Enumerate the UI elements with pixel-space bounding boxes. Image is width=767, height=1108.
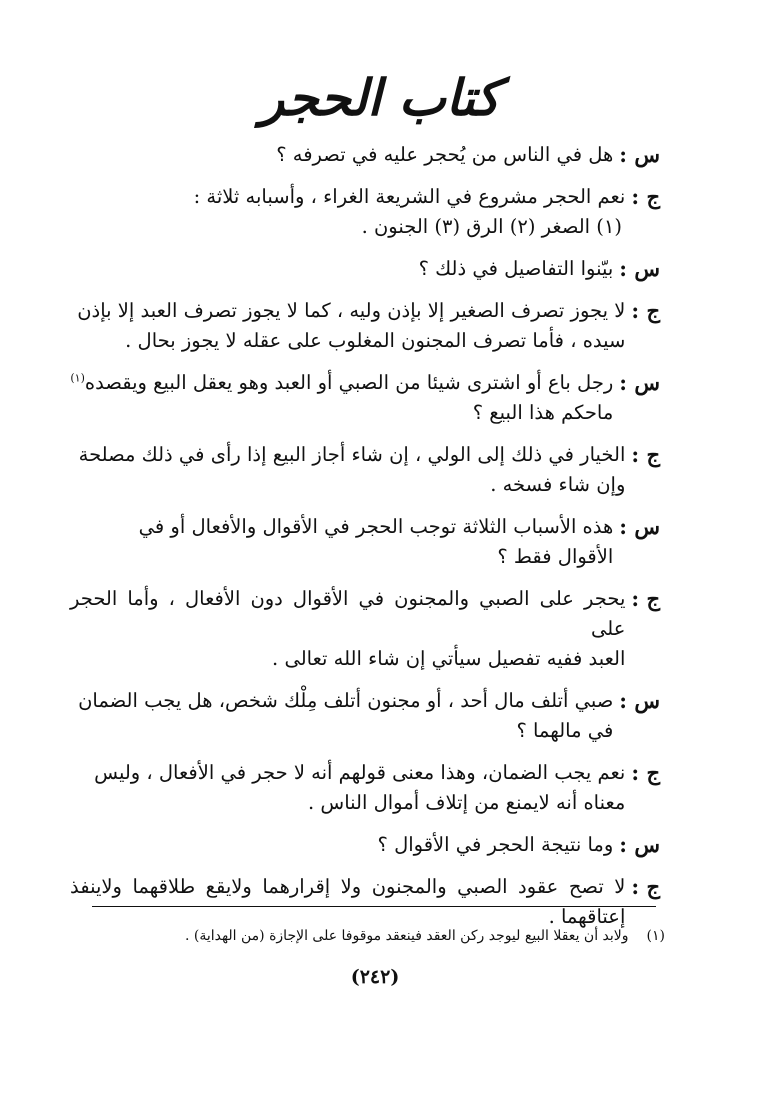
answer-marker: ج : (631, 298, 660, 323)
entry-line: في مالهما ؟ (516, 719, 614, 742)
answer-marker: ج : (631, 184, 660, 209)
qa-body (70, 140, 660, 944)
answer-marker: ج : (631, 442, 660, 467)
qa-entry (70, 254, 660, 284)
qa-entry (70, 584, 660, 674)
question-marker: س : (619, 142, 660, 167)
qa-entry (70, 182, 660, 242)
question-marker: س : (619, 370, 660, 395)
entry-line: سيده ، فأما تصرف المجنون المغلوب على عقله لا يجوز بحال . (125, 329, 626, 352)
qa-entry (70, 296, 660, 356)
entry-line: الأقوال فقط ؟ (497, 545, 614, 568)
entry-line: رجل باع أو اشترى شيئا من الصبي أو العبد وهو يعقل البيع ويقصده (84, 371, 614, 394)
entry-line: وإن شاء فسخه . (490, 473, 626, 496)
entry-line: يحجر على الصبي والمجنون في الأقوال دون الأفعال ، وأما الحجر على (70, 587, 626, 640)
question-marker: س : (619, 256, 660, 281)
entry-line: الخيار في ذلك إلى الولي ، إن شاء أجاز البيع إذا رأى في ذلك مصلحة (78, 443, 626, 466)
entry-line: لا يجوز تصرف الصغير إلا بإذن وليه ، كما لا يجوز تصرف العبد إلا بإذن (77, 299, 626, 322)
question-marker: س : (619, 514, 660, 539)
chapter-title: كتاب الحجر (260, 69, 500, 127)
entry-line: نعم يجب الضمان، وهذا معنى قولهم أنه لا حجر في الأفعال ، وليس (94, 761, 626, 784)
page-number: (٢٤٢) (350, 966, 400, 988)
qa-entry (70, 872, 660, 932)
entry-line: العبد ففيه تفصيل سيأتي إن شاء الله تعالى . (272, 647, 626, 670)
entry-line: وما نتيجة الحجر في الأقوال ؟ (377, 833, 614, 856)
qa-entry (70, 140, 660, 170)
entry-line: لا تصح عقود الصبي والمجنون ولا إقرارهما ولايقع طلاقهما ولاينفذ إعتاقهما . (70, 875, 626, 928)
qa-entry (70, 758, 660, 818)
entry-line: ماحكم هذا البيع ؟ (472, 401, 614, 424)
qa-entry (70, 512, 660, 572)
entry-line: هل في الناس من يُحجر عليه في تصرفه ؟ (276, 143, 614, 166)
entry-line: صبي أتلف مال أحد ، أو مجنون أتلف مِلْك شخص، هل يجب الضمان (78, 689, 614, 712)
causes-list: (١) الصغر (٢) الرق (٣) الجنون . (361, 215, 622, 238)
footnote-reference: (١) (70, 371, 85, 385)
answer-marker: ج : (631, 874, 660, 899)
qa-entry (70, 368, 660, 428)
footnote-number: (١) (646, 928, 665, 944)
footnote-divider (92, 906, 656, 907)
footnote-text: ولابد أن يعقلا البيع ليوجد ركن العقد فينعقد موقوفا على الإجازة (من الهداية) . (184, 928, 629, 944)
entry-line: بيّنوا التفاصيل في ذلك ؟ (418, 257, 614, 280)
answer-marker: ج : (631, 586, 660, 611)
footnote (150, 924, 665, 948)
answer-marker: ج : (631, 760, 660, 785)
qa-entry (70, 440, 660, 500)
question-marker: س : (619, 688, 660, 713)
qa-entry (70, 830, 660, 860)
entry-line: نعم الحجر مشروع في الشريعة الغراء ، وأسبابه ثلاثة : (193, 185, 626, 208)
entry-line: هذه الأسباب الثلاثة توجب الحجر في الأقوال والأفعال أو في (138, 515, 614, 538)
entry-line: معناه أنه لايمنع من إتلاف أموال الناس . (308, 791, 626, 814)
question-marker: س : (619, 832, 660, 857)
qa-entry (70, 686, 660, 746)
